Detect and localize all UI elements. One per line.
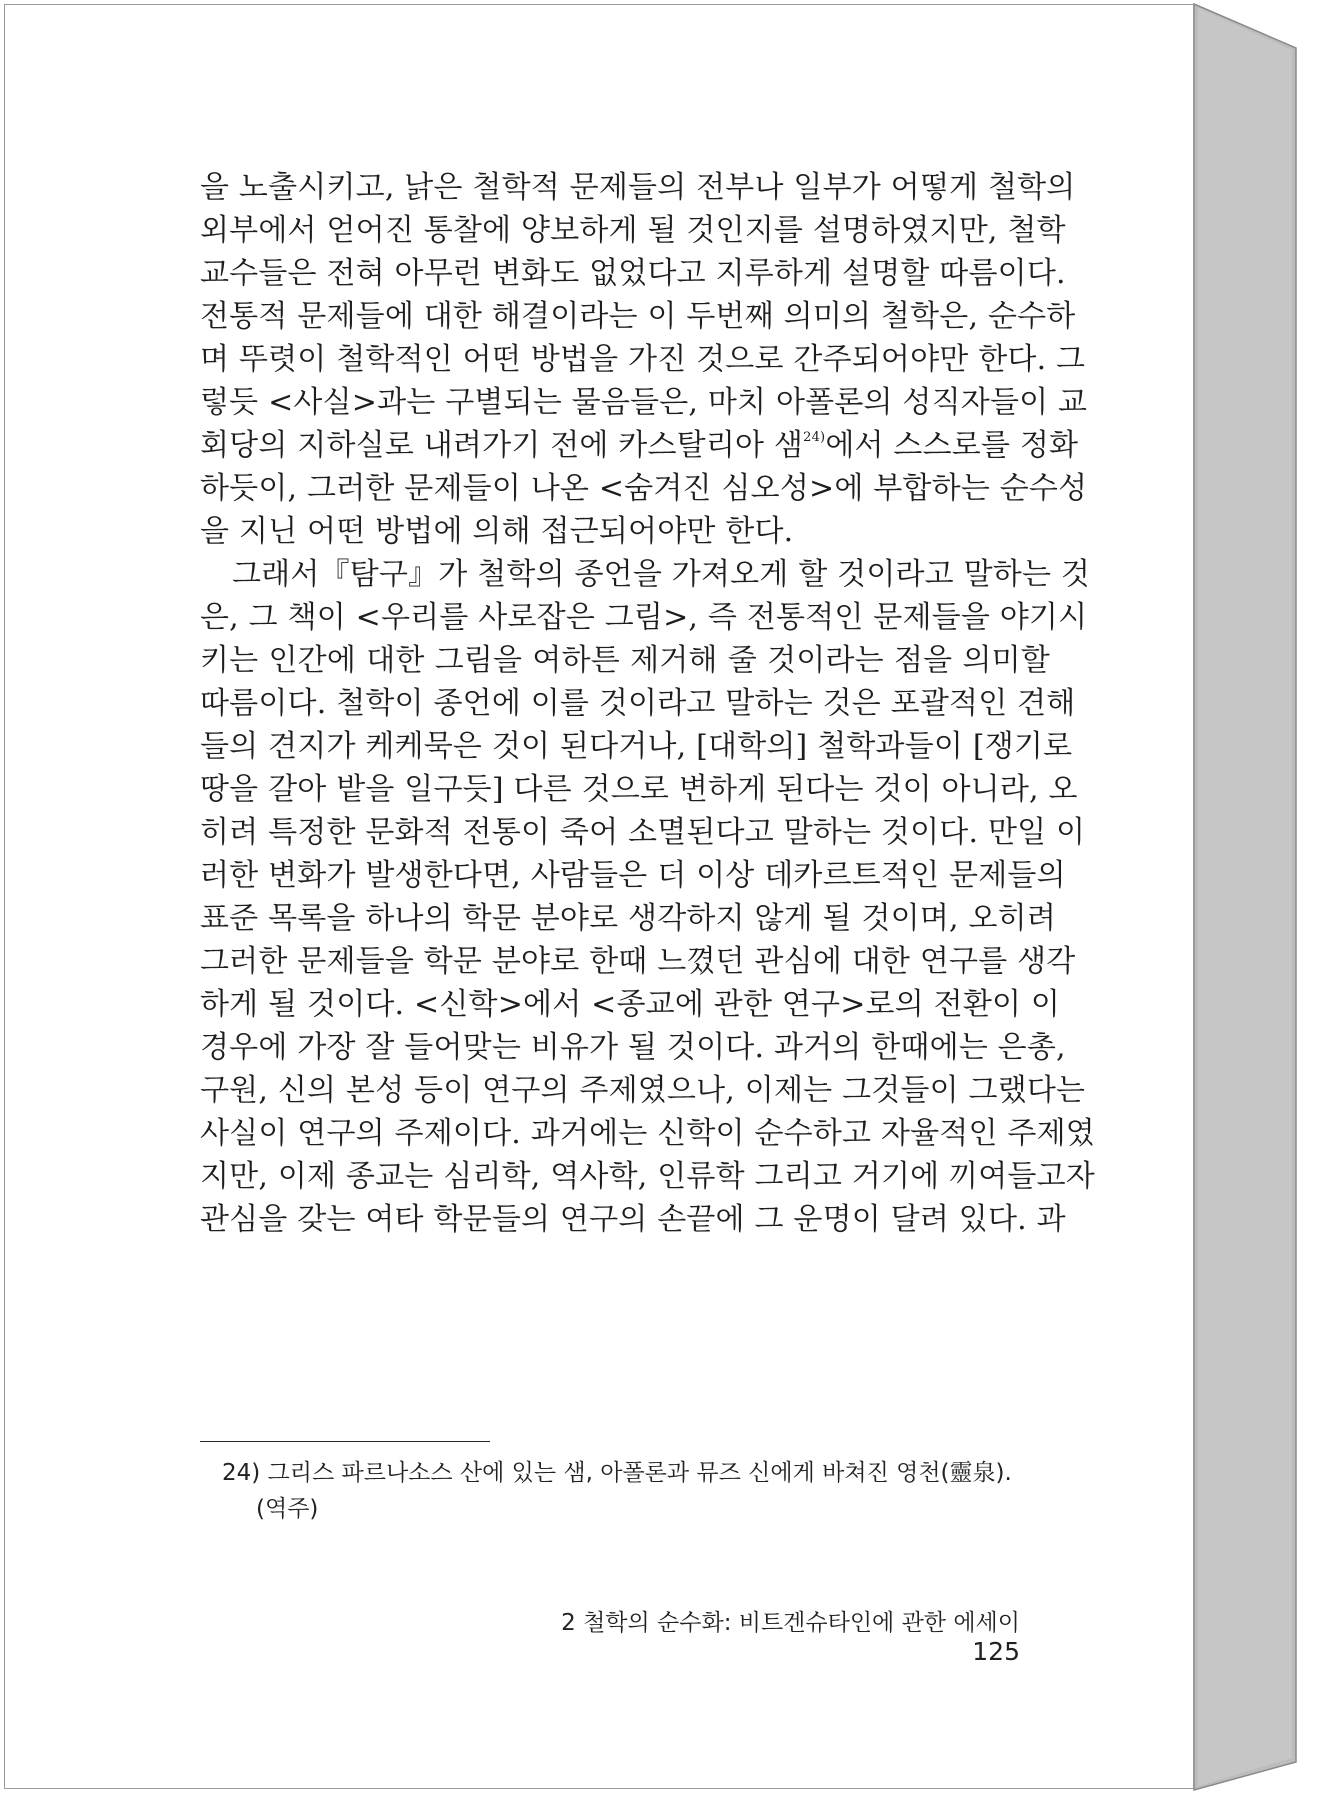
- paragraph-2: [200, 553, 1095, 1241]
- text-line-with-footnote-ref: [200, 424, 1079, 467]
- body-text: [200, 166, 1095, 1241]
- text-line: 경우에 가장 잘 들어맞는 비유가 될 것이다. 과거의 한때에는 은총,: [200, 1030, 1066, 1065]
- footnote-reference: 24): [803, 430, 826, 445]
- text-segment: 회당의 지하실로 내려가기 전에 카스탈리아 샘: [200, 428, 804, 463]
- text-line: 렇듯 <사실>과는 구별되는 물음들은, 마치 아폴론의 성직자들이 교: [200, 385, 1088, 420]
- text-line: 키는 인간에 대한 그림을 여하튼 제거해 줄 것이라는 점을 의미할: [200, 643, 1050, 678]
- text-line: 구원, 신의 본성 등이 연구의 주제였으나, 이제는 그것들이 그랬다는: [200, 1073, 1086, 1108]
- footnote-line-continued: (역주): [256, 1496, 319, 1522]
- text-line: 은, 그 책이 <우리를 사로잡은 그림>, 즉 전통적인 문제들을 야기시: [200, 600, 1088, 635]
- text-line: 하게 될 것이다. <신학>에서 <종교에 관한 연구>로의 전환이 이: [200, 987, 1061, 1022]
- text-line: 땅을 갈아 밭을 일구듯] 다른 것으로 변하게 된다는 것이 아니라, 오: [200, 772, 1078, 807]
- text-line: 외부에서 얻어진 통찰에 양보하게 될 것인지를 설명하였지만, 철학: [200, 213, 1066, 248]
- running-title: 2 철학의 순수화: 비트겐슈타인에 관한 에세이: [561, 1610, 1020, 1636]
- text-line: 지만, 이제 종교는 심리학, 역사학, 인류학 그리고 거기에 끼여들고자: [200, 1159, 1095, 1194]
- text-line: 히려 특정한 문화적 전통이 죽어 소멸된다고 말하는 것이다. 만일 이: [200, 815, 1086, 850]
- running-footer: [500, 1604, 1020, 1666]
- text-line: 을 노출시키고, 낡은 철학적 문제들의 전부나 일부가 어떻게 철학의: [200, 170, 1076, 205]
- text-line: 표준 목록을 하나의 학문 분야로 생각하지 않게 될 것이며, 오히려: [200, 901, 1057, 936]
- text-line: 교수들은 전혀 아무런 변화도 없었다고 지루하게 설명할 따름이다.: [200, 256, 1066, 291]
- text-line: 사실이 연구의 주제이다. 과거에는 신학이 순수하고 자율적인 주제였: [200, 1116, 1095, 1151]
- text-line: 며 뚜렷이 철학적인 어떤 방법을 가진 것으로 간주되어야만 한다. 그: [200, 342, 1086, 377]
- text-line: 따름이다. 철학이 종언에 이를 것이라고 말하는 것은 포괄적인 견해: [200, 686, 1076, 721]
- text-line-indented: 그래서『탐구』가 철학의 종언을 가져오게 할 것이라고 말하는 것: [232, 557, 1091, 592]
- text-line: 러한 변화가 발생한다면, 사람들은 더 이상 데카르트적인 문제들의: [200, 858, 1066, 893]
- text-line: 하듯이, 그러한 문제들이 나온 <숨겨진 심오성>에 부합하는 순수성: [200, 471, 1088, 506]
- footnote-divider: [200, 1441, 490, 1442]
- text-line: 그러한 문제들을 학문 분야로 한때 느꼈던 관심에 대한 연구를 생각: [200, 944, 1076, 979]
- text-line: 관심을 갖는 여타 학문들의 연구의 손끝에 그 운명이 달려 있다. 과: [200, 1202, 1066, 1237]
- text-line-paragraph-end: 을 지닌 어떤 방법에 의해 접근되어야만 한다.: [200, 514, 794, 549]
- page-number: 125: [972, 1637, 1020, 1666]
- text-line: 전통적 문제들에 대한 해결이라는 이 두번째 의미의 철학은, 순수하: [200, 299, 1076, 334]
- text-segment: 에서 스스로를 정화: [825, 428, 1079, 463]
- text-line: 들의 견지가 케케묵은 것이 된다거나, [대학의] 철학과들이 [쟁기로: [200, 729, 1073, 764]
- footnote: [222, 1455, 1062, 1527]
- paragraph-1: [200, 166, 1088, 553]
- footnote-line: 24) 그리스 파르나소스 산에 있는 샘, 아폴론과 뮤즈 신에게 바쳐진 영천(靈泉).: [222, 1460, 1012, 1486]
